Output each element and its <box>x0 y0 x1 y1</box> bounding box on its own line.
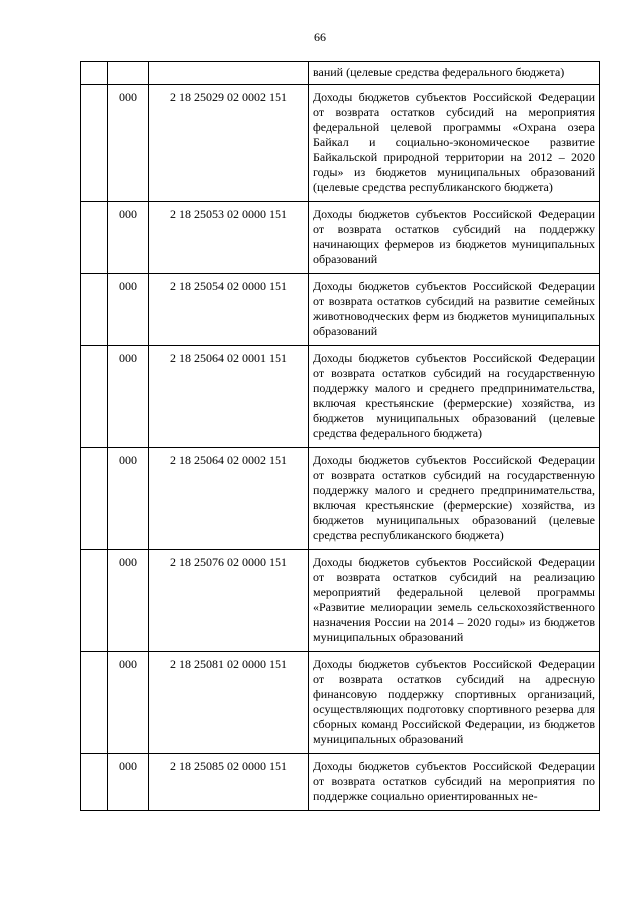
budget-code-cell: 2 18 25076 02 0000 151 <box>149 550 309 652</box>
admin-code-cell: 000 <box>108 274 149 346</box>
table-row <box>81 62 600 85</box>
row-number-cell <box>81 85 108 202</box>
revenue-name-cell: Доходы бюджетов субъектов Российской Федерации от возврата остатков субсидий на государственную поддержку малого и среднего предпринимательства, включая крестьянские (фермерские) хозяйства, из бюджетов муниципальных образований (целевые средства республиканского бюджета) <box>309 448 600 550</box>
budget-code-cell: 2 18 25081 02 0000 151 <box>149 652 309 754</box>
admin-code-cell <box>108 62 149 85</box>
row-number-cell <box>81 754 108 811</box>
budget-code-cell: 2 18 25029 02 0002 151 <box>149 85 309 202</box>
table-row <box>81 754 600 811</box>
table-row <box>81 274 600 346</box>
row-number-cell <box>81 652 108 754</box>
budget-codes-table <box>80 61 600 811</box>
table-row <box>81 448 600 550</box>
revenue-name-cell: Доходы бюджетов субъектов Российской Федерации от возврата остатков субсидий на мероприятия по поддержке социально ориентированных не- <box>309 754 600 811</box>
revenue-name-cell: Доходы бюджетов субъектов Российской Федерации от возврата остатков субсидий на реализацию мероприятий федеральной целевой программы «Развитие мелиорации земель сельскохозяйственного назначения России на 2014 – 2020 годы» из бюджетов муниципальных образований <box>309 550 600 652</box>
budget-code-cell: 2 18 25064 02 0002 151 <box>149 448 309 550</box>
revenue-name-cell: Доходы бюджетов субъектов Российской Федерации от возврата остатков субсидий на мероприятия федеральной целевой программы «Охрана озера Байкал и социально-экономическое развитие Байкальской природной территории на 2012 – 2020 годы» из бюджетов муниципальных образований (целевые средства республиканского бюджета) <box>309 85 600 202</box>
revenue-name-cell: Доходы бюджетов субъектов Российской Федерации от возврата остатков субсидий на развитие семейных животноводческих ферм из бюджетов муниципальных образований <box>309 274 600 346</box>
page-number: 66 <box>314 30 326 44</box>
revenue-name-cell: Доходы бюджетов субъектов Российской Федерации от возврата остатков субсидий на адресную финансовую поддержку спортивных организаций, осуществляющих подготовку спортивного резерва для сборных команд Российской Федерации, из бюджетов муниципальных образований <box>309 652 600 754</box>
revenue-name-cell: Доходы бюджетов субъектов Российской Федерации от возврата остатков субсидий на государственную поддержку малого и среднего предпринимательства, включая крестьянские (фермерские) хозяйства, из бюджетов муниципальных образований (целевые средства федерального бюджета) <box>309 346 600 448</box>
budget-code-cell: 2 18 25054 02 0000 151 <box>149 274 309 346</box>
table-row <box>81 202 600 274</box>
admin-code-cell: 000 <box>108 448 149 550</box>
revenue-name-cell: ваний (целевые средства федерального бюджета) <box>309 62 600 85</box>
table-row <box>81 346 600 448</box>
row-number-cell <box>81 550 108 652</box>
revenue-name-cell: Доходы бюджетов субъектов Российской Федерации от возврата остатков субсидий на поддержку начинающих фермеров из бюджетов муниципальных образований <box>309 202 600 274</box>
admin-code-cell: 000 <box>108 85 149 202</box>
table-row <box>81 550 600 652</box>
table-row <box>81 652 600 754</box>
table-row <box>81 85 600 202</box>
row-number-cell <box>81 346 108 448</box>
budget-code-cell: 2 18 25085 02 0000 151 <box>149 754 309 811</box>
budget-code-cell: 2 18 25064 02 0001 151 <box>149 346 309 448</box>
budget-code-cell: 2 18 25053 02 0000 151 <box>149 202 309 274</box>
admin-code-cell: 000 <box>108 754 149 811</box>
admin-code-cell: 000 <box>108 346 149 448</box>
admin-code-cell: 000 <box>108 652 149 754</box>
budget-code-cell <box>149 62 309 85</box>
row-number-cell <box>81 448 108 550</box>
row-number-cell <box>81 202 108 274</box>
row-number-cell <box>81 274 108 346</box>
row-number-cell <box>81 62 108 85</box>
admin-code-cell: 000 <box>108 202 149 274</box>
admin-code-cell: 000 <box>108 550 149 652</box>
